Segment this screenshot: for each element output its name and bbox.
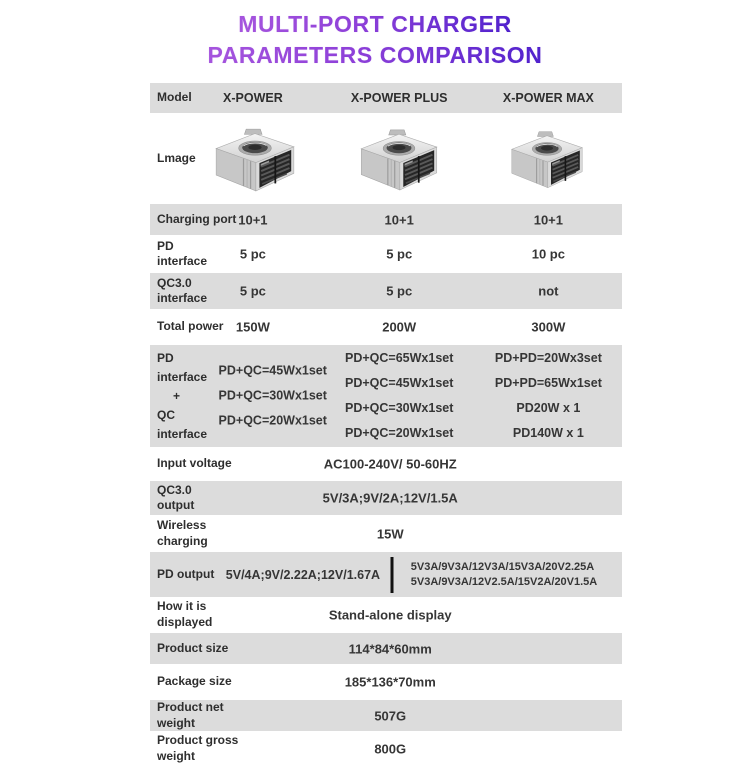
- product-image-row: [150, 115, 622, 202]
- input-voltage-label: Input voltage: [157, 456, 232, 471]
- qc-output-row: [150, 481, 622, 515]
- net-weight-value: 507G: [374, 708, 407, 723]
- qc-interface-x-power-plus: 5 pc: [386, 283, 413, 299]
- pd-interface-row: [150, 237, 622, 271]
- column-header-x-power-max: X-POWER MAX: [502, 91, 594, 105]
- image-label: Lmage: [157, 150, 196, 165]
- total-power-x-power: 150W: [235, 319, 270, 335]
- gross-weight-row: [150, 733, 622, 764]
- total-power-label: Total power: [157, 319, 224, 334]
- pd-output-right-value: 5V3A/9V3A/12V3A/15V3A/20V2.25A 5V3A/9V3A/12V2.5A/15V2A/20V1.5A: [410, 560, 598, 588]
- product-size-value: 114*84*60mm: [348, 641, 432, 656]
- pd-output-row: [150, 552, 622, 597]
- pd-interface-label: PD interface: [157, 239, 208, 268]
- product-size-label: Product size: [157, 640, 229, 655]
- pd-qc-sets-row: [150, 345, 622, 447]
- input-voltage-row: [150, 449, 622, 479]
- charging-port-x-power-max: 10+1: [533, 212, 564, 227]
- gross-weight-value: 800G: [374, 741, 407, 756]
- charger-isometric-icon: [202, 121, 308, 192]
- column-header-x-power: X-POWER: [223, 91, 283, 105]
- charger-image-x-power: [202, 121, 308, 197]
- net-weight-row: [150, 700, 622, 731]
- pd-qc-sets-x-power-plus: PD+QC=65Wx1set PD+QC=45Wx1set PD+QC=30Wx1set PD+QC=20Wx1set: [345, 351, 454, 440]
- column-header-x-power-plus: X-POWER PLUS: [350, 91, 448, 105]
- total-power-x-power-max: 300W: [531, 319, 566, 335]
- charger-isometric-icon: [348, 122, 451, 191]
- qc-interface-row: [150, 273, 622, 309]
- page-title: [0, 0, 750, 71]
- model-label: Model: [157, 90, 192, 105]
- input-voltage-value: AC100-240V/ 50-60HZ: [323, 456, 457, 472]
- display-mode-value: Stand-alone display: [328, 607, 452, 623]
- total-power-row: [150, 311, 622, 343]
- charging-port-row: [150, 204, 622, 235]
- pd-qc-sets-x-power-max: PD+PD=20Wx3set PD+PD=65Wx1set PD20W x 1 PD140W x 1: [494, 351, 602, 440]
- qc-interface-label: QC3.0 interface: [157, 276, 208, 305]
- pd-interface-x-power: 5 pc: [239, 246, 266, 262]
- total-power-x-power-plus: 200W: [382, 319, 417, 335]
- pd-qc-sets-label: PD interface + QC interface: [157, 350, 208, 441]
- title-line-2: PARAMETERS COMPARISON: [207, 40, 542, 71]
- charging-port-label: Charging port: [157, 211, 237, 226]
- pd-output-divider: [391, 557, 394, 593]
- package-size-row: [150, 666, 622, 698]
- wireless-charging-label: Wireless charging: [157, 517, 208, 548]
- pd-output-left-value: 5V/4A;9V/2.22A;12V/1.67A: [225, 567, 381, 582]
- charging-port-x-power-plus: 10+1: [384, 212, 414, 227]
- charger-image-x-power-plus: [348, 122, 451, 196]
- product-size-row: [150, 633, 622, 664]
- package-size-value: 185*136*70mm: [344, 674, 436, 690]
- qc-output-value: 5V/3A;9V/2A;12V/1.5A: [322, 490, 458, 506]
- pd-interface-x-power-plus: 5 pc: [386, 246, 413, 262]
- table-header-row: [150, 83, 622, 113]
- qc-interface-x-power: 5 pc: [239, 283, 266, 299]
- charger-isometric-icon: [499, 124, 595, 188]
- pd-interface-x-power-max: 10 pc: [531, 246, 565, 262]
- display-mode-row: [150, 599, 622, 631]
- wireless-charging-value: 15W: [376, 526, 404, 541]
- pd-qc-sets-x-power: PD+QC=45Wx1set PD+QC=30Wx1set PD+QC=20Wx1set: [218, 363, 327, 428]
- qc-output-label: QC3.0 output: [157, 483, 195, 512]
- display-mode-label: How it is displayed: [157, 599, 213, 629]
- gross-weight-label: Product gross weight: [157, 732, 239, 763]
- wireless-charging-row: [150, 517, 622, 550]
- comparison-table: [150, 83, 622, 764]
- qc-interface-x-power-max: not: [538, 283, 559, 299]
- package-size-label: Package size: [157, 674, 232, 689]
- title-line-1: MULTI-PORT CHARGER: [238, 9, 512, 40]
- charging-port-x-power: 10+1: [238, 212, 268, 227]
- pd-output-label: PD output: [157, 566, 215, 581]
- net-weight-label: Product net weight: [157, 699, 224, 730]
- charger-image-x-power-max: [499, 124, 595, 193]
